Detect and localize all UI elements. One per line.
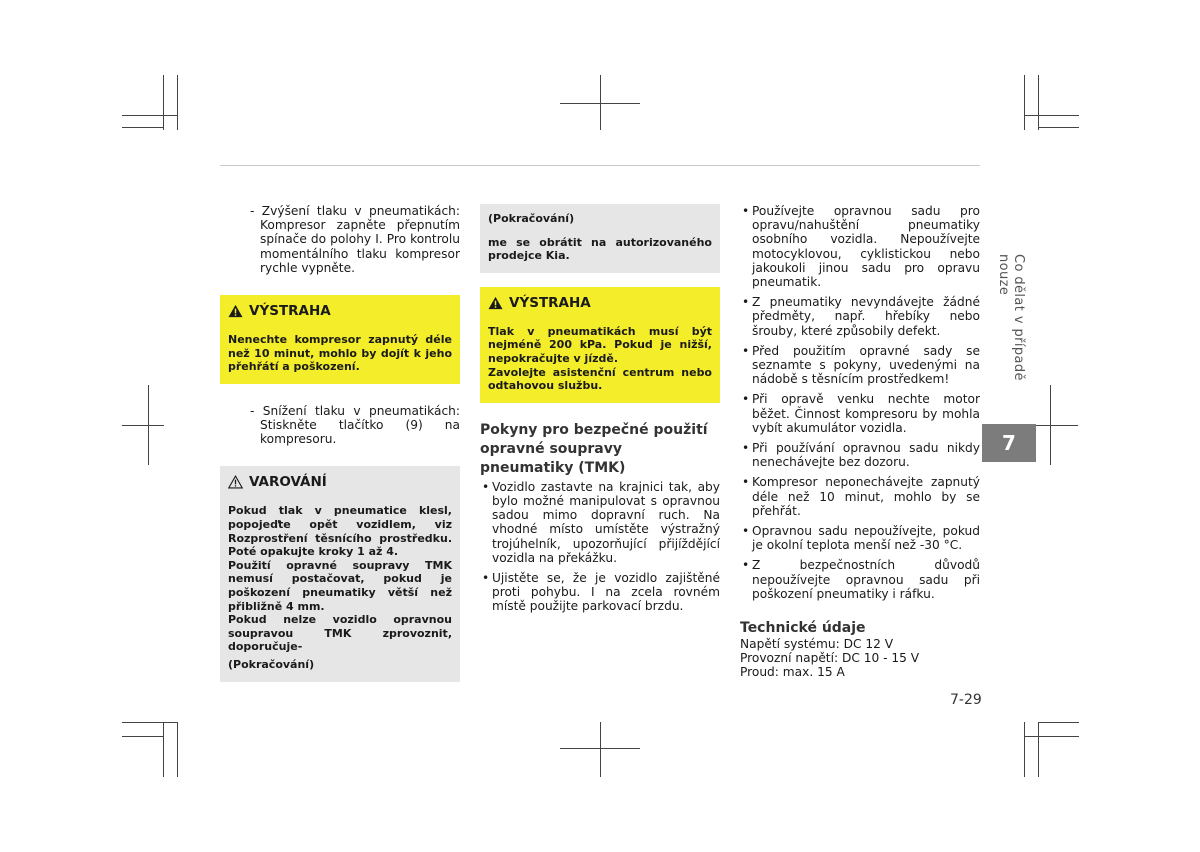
safety-bullets	[480, 480, 720, 614]
warning-box	[480, 287, 720, 403]
crop-mark	[122, 722, 177, 723]
warning-title: VÝSTRAHA	[249, 303, 331, 320]
crop-mark	[1024, 75, 1025, 130]
crop-mark	[177, 722, 178, 777]
list-item: • Při opravě venku nechte motor běžet. Činnost kompresoru by mohla vybít akumulátor vozidla.	[740, 392, 980, 435]
crop-mark	[600, 722, 601, 777]
caution-paragraph: Pokud tlak v pneumatice klesl, popojeďte opět vozidlem, viz Rozprostření těsnícího prostředku. Poté opakujte kroky 1 až 4.	[228, 504, 452, 559]
section-title: Pokyny pro bezpečné použití opravné soupravy pneumatiky (TMK)	[480, 421, 708, 476]
warning-box	[220, 295, 460, 384]
crop-mark	[1038, 75, 1039, 130]
list-item: • Opravnou sadu nepoužívejte, pokud je okolní teplota menší než -30 °C.	[740, 524, 980, 552]
crop-mark	[1038, 722, 1079, 723]
warning-paragraph: Tlak v pneumatikách musí být nejméně 200 kPa. Pokud je nižší, nepokračujte v jízdě.	[488, 324, 712, 365]
step-lead: - Snížení tlaku v pneumatikách:	[250, 404, 460, 418]
caution-paragraph: Pokud nelze vozidlo opravnou soupravou TMK zprovoznit, doporučuje-	[228, 613, 452, 654]
continued-label: (Pokračování)	[488, 212, 575, 225]
crop-mark	[122, 127, 163, 128]
continued-text: me se obrátit na autorizovaného prodejce Kia.	[488, 235, 712, 263]
column-1	[220, 204, 460, 682]
chapter-title: Co dělat v případě nouze	[996, 254, 1026, 381]
spec-line: Provozní napětí: DC 10 - 15 V	[740, 651, 920, 666]
warning-triangle-icon	[228, 304, 243, 318]
list-item: • Z bezpečnostních důvodů nepoužívejte opravnou sadu při poškození pneumatiky i ráfku.	[740, 558, 980, 601]
continued-note: (Pokračování)	[228, 657, 315, 671]
warning-paragraph: Zavolejte asistenční centrum nebo odtahovou službu.	[488, 365, 712, 393]
list-item: • Používejte opravnou sadu pro opravu/nahuštění pneumatiky osobního vozidla. Nepoužívejte motocyklovou, cyklistickou nebo jakoukoli jinou sadu pro opravu pneumatik.	[740, 204, 980, 289]
list-item: • Kompresor neponechávejte zapnutý déle než 10 minut, mohlo by se přehřát.	[740, 475, 980, 518]
column-2	[480, 204, 720, 620]
list-item: • Při používání opravnou sadu nikdy nenechávejte bez dozoru.	[740, 441, 980, 469]
crop-mark	[1038, 127, 1079, 128]
step-decrease-pressure	[220, 404, 460, 447]
page-number: 7-29	[950, 692, 982, 708]
step-text: Stiskněte tlačítko (9) na kompresoru.	[260, 418, 460, 447]
crop-mark	[122, 736, 163, 737]
list-item: • Před použitím opravné sady se seznamte s pokyny, uvedenými na nádobě s těsnícím prostředkem!	[740, 344, 980, 387]
crop-mark	[122, 115, 177, 116]
warning-heading	[228, 303, 452, 319]
continued-box	[480, 204, 720, 273]
spec-line: Proud: max. 15 A	[740, 665, 845, 680]
caution-title: VAROVÁNÍ	[249, 474, 327, 491]
caution-triangle-icon	[228, 475, 243, 489]
caution-heading	[228, 474, 452, 490]
warning-triangle-icon	[488, 296, 503, 310]
crop-mark	[163, 75, 164, 130]
caution-paragraph: Použití opravné soupravy TMK nemusí postačovat, pokud je poškození pneumatiky větší než přibližně 4 mm.	[228, 558, 452, 613]
list-item: • Z pneumatiky nevyndávejte žádné předměty, např. hřebíky nebo šrouby, které způsobily defekt.	[740, 295, 980, 338]
warning-heading	[488, 295, 712, 311]
step-lead: - Zvýšení tlaku v pneumatikách:	[250, 204, 460, 218]
caution-box	[220, 466, 460, 681]
header-rule	[220, 165, 980, 166]
warning-text: Nenechte kompresor zapnutý déle než 10 minut, mohlo by dojít k jeho přehřátí a poškození.	[228, 333, 452, 374]
list-item: • Ujistěte se, že je vozidlo zajištěné proti pohybu. I na zcela rovném místě použijte parkovací brzdu.	[480, 571, 720, 614]
crop-mark	[122, 425, 164, 426]
spec-line: Napětí systému: DC 12 V	[740, 637, 894, 652]
crop-mark	[177, 75, 178, 130]
specs-title: Technické údaje	[740, 620, 866, 637]
crop-mark	[1024, 115, 1079, 116]
crop-mark	[560, 748, 640, 749]
column-3	[740, 204, 980, 680]
crop-mark	[163, 722, 164, 777]
step-increase-pressure	[220, 204, 460, 275]
caution-text	[228, 504, 452, 671]
list-item: • Vozidlo zastavte na krajnici tak, aby bylo možné manipulovat s opravnou sadou mimo dopravní ruch. Na vhodné místo umístěte výstražný trojúhelník, upozorňující přijíždějící vozidla na překážku.	[480, 480, 720, 565]
warning-title: VÝSTRAHA	[509, 294, 591, 311]
step-text: Kompresor zapněte přepnutím spínače do polohy I. Pro kontrolu momentálního tlaku kompresor rychle vypněte.	[260, 218, 460, 275]
crop-mark	[560, 103, 640, 104]
crop-mark	[1038, 722, 1039, 777]
crop-mark	[1036, 425, 1078, 426]
crop-mark	[1024, 722, 1025, 777]
crop-mark	[1024, 736, 1079, 737]
warning-text	[488, 325, 712, 393]
safety-bullets	[740, 204, 980, 601]
chapter-tab: 7	[982, 424, 1036, 462]
